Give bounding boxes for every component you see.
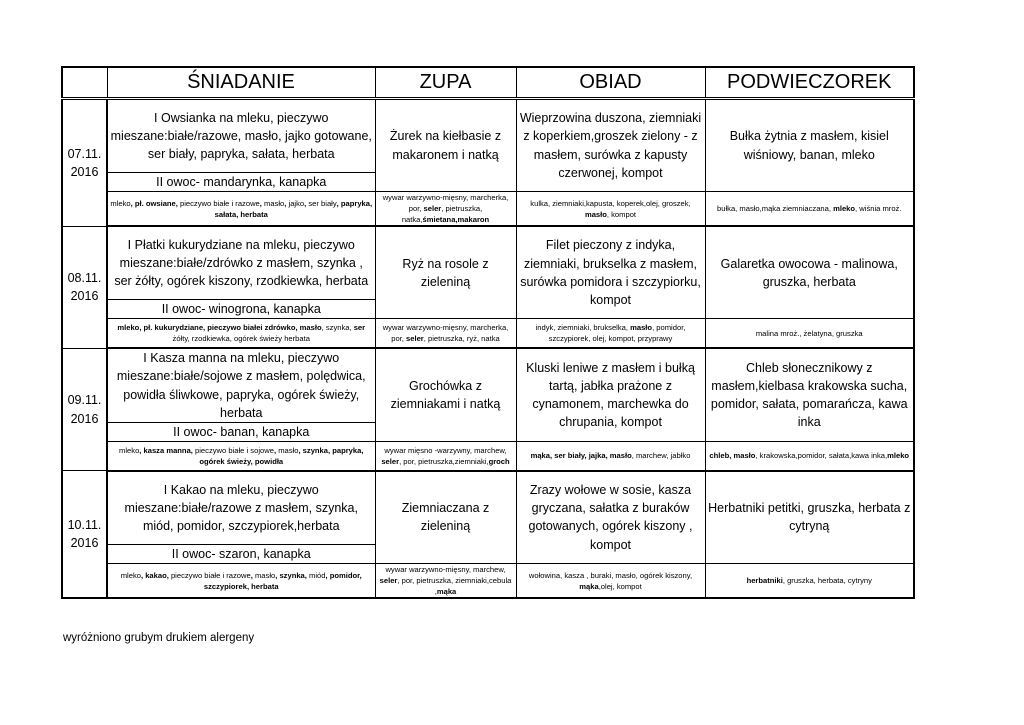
day-date-line1: 10.11.: [67, 518, 102, 533]
allergen-text: seler: [381, 456, 400, 466]
allergen-text: chleb, masło: [709, 451, 756, 461]
ingredient-text: masło: [254, 570, 276, 580]
snack-ingredients-cell: [705, 319, 914, 349]
day-date-line1: 07.11.: [67, 146, 102, 161]
soup-cell: Ziemniaczana z zieleniną: [375, 471, 516, 564]
ingredient-text: pieczywo białe i razowe: [180, 198, 260, 208]
snack-cell: Herbatniki petitki, gruszka, herbata z cytryną: [705, 471, 914, 564]
day-date: [62, 348, 107, 471]
breakfast-ingredients-cell: [107, 564, 375, 599]
allergen-text: mleko: [887, 451, 910, 461]
ingredient-text: ,olej, kompot: [598, 581, 642, 591]
menu-table: [61, 66, 915, 599]
day-date-line2: 2016: [70, 164, 99, 179]
day-date-line2: 2016: [70, 411, 99, 426]
allergen-text: ,: [284, 198, 289, 208]
soup-ingredients-cell: [375, 564, 516, 599]
allergen-text: , pł. owsiane,: [130, 198, 180, 208]
ingredient-text: , pietruszka, natka,: [401, 204, 483, 225]
ingredient-text: mleko: [120, 570, 141, 580]
day-ingredients-row: [62, 192, 914, 227]
allergen-text: groch: [488, 456, 510, 466]
snack-cell: Chleb słonecznikowy z masłem,kielbasa krakowska sucha, pomidor, sałata, pomarańcza, kawa inka: [705, 348, 914, 441]
ingredient-text: indyk, ziemniaki, brukselka,: [535, 323, 631, 333]
dinner-cell: Zrazy wołowe w sosie, kasza gryczana, sałatka z buraków gotowanych, ogórek kiszony , kompot: [516, 471, 705, 564]
allergen-text: seler: [406, 334, 424, 344]
ingredient-text: malina mroż., żelatyna, gruszka: [755, 328, 863, 338]
dinner-ingredients-cell: [516, 192, 705, 227]
snack-ingredients-cell: [705, 441, 914, 471]
allergen-text: herbatniki: [746, 576, 783, 585]
allergen-text: ,: [304, 198, 309, 208]
day-date: [62, 226, 107, 348]
day-date-line1: 08.11.: [67, 271, 102, 286]
day-date: [62, 471, 107, 598]
ingredient-text: , krakowska,pomidor, sałata,kawa inka,: [755, 451, 888, 461]
breakfast-cell: I Owsianka na mleku, pieczywo mieszane:białe/razowe, masło, jajko gotowane, ser biały, papryka, sałata, herbata: [107, 99, 375, 173]
ingredient-text: , marchew, jabłko: [631, 451, 691, 461]
ingredient-text: , por, pietruszka, ziemniaki,cebula ,: [397, 576, 512, 596]
allergen-text: mąka: [579, 581, 599, 591]
dinner-ingredients-cell: [516, 441, 705, 471]
ingredient-text: żółty, rzodkiewka, ogórek świeży herbata: [172, 334, 310, 344]
ingredient-text: pieczywo białe i sojowe: [195, 445, 274, 455]
ingredient-text: wywar mięsno -warzywny, marchew,: [384, 445, 507, 455]
breakfast-cell: I Kakao na mleku, pieczywo mieszane:białe/razowe z masłem, szynka, miód, pomidor, szczypiorek,herbata: [107, 471, 375, 545]
second-breakfast-cell: II owoc- mandarynka, kanapka: [107, 173, 375, 192]
second-breakfast-cell: II owoc- banan, kanapka: [107, 422, 375, 441]
ingredient-text: masło: [264, 198, 285, 208]
breakfast-cell: I Kasza manna na mleku, pieczywo mieszane:białe/sojowe z masłem, polędwica, powidła śliwkowe, papryka, ogórek świeży, herbata: [107, 348, 375, 422]
snack-ingredients-cell: [705, 564, 914, 599]
day-main-row: [62, 226, 914, 300]
allergen-text: śmietana,makaron: [422, 215, 490, 225]
dinner-ingredients-cell: [516, 319, 705, 349]
soup-cell: Żurek na kiełbasie z makaronem i natką: [375, 99, 516, 192]
header-row: [62, 67, 914, 99]
dinner-cell: Wieprzowina duszona, ziemniaki z koperkiem,groszek zielony - z masłem, surówka z kapusty czerwonej, kompot: [516, 99, 705, 192]
allergen-text: masło: [584, 209, 607, 219]
header-empty: [62, 67, 107, 99]
allergen-text: , pomidor, szczypiorek, herbata: [203, 570, 362, 591]
ingredient-text: pieczywo białe i razowe: [170, 570, 251, 580]
ingredient-text: bułka, masło,mąka ziemniaczana,: [717, 204, 834, 214]
allergen-text: , kasza manna,: [139, 445, 196, 455]
breakfast-ingredients-cell: [107, 441, 375, 471]
day-date-line2: 2016: [70, 536, 99, 551]
soup-ingredients-cell: [375, 441, 516, 471]
allergen-text: ,: [250, 570, 255, 580]
snack-cell: Galaretka owocowa - malinowa, gruszka, herbata: [705, 226, 914, 319]
ingredient-text: kulka, ziemniaki,kapusta, koperek,olej, groszek,: [530, 198, 691, 208]
day-date-line1: 09.11.: [67, 393, 102, 408]
breakfast-ingredients-cell: [107, 319, 375, 349]
dinner-ingredients-cell: [516, 564, 705, 599]
ingredient-text: mleko: [119, 445, 140, 455]
allergen-footnote: wyróżniono grubym drukiem alergeny: [63, 632, 255, 644]
day-main-row: [62, 99, 914, 173]
header-dinner: OBIAD: [516, 67, 705, 99]
breakfast-cell: I Płatki kukurydziane na mleku, pieczywo mieszane:białe/zdrówko z masłem, szynka , ser żółty, ogórek kiszony, rzodkiewka, herbata: [107, 226, 375, 300]
ingredient-text: masło: [278, 445, 299, 455]
allergen-text: ,: [259, 198, 265, 208]
soup-cell: Grochówka z ziemniakami i natką: [375, 348, 516, 441]
ingredient-text: wywar warzywno-mięsny, marcherka, por,: [382, 193, 509, 214]
header-soup: ZUPA: [375, 67, 516, 99]
ingredient-text: miód: [309, 570, 326, 580]
allergen-text: mąka, ser biały, jajka, masło: [530, 451, 632, 461]
breakfast-ingredients-cell: [107, 192, 375, 227]
allergen-text: , papryka, sałata, herbata: [214, 198, 373, 219]
allergen-text: mąka: [436, 587, 457, 596]
snack-cell: Bułka żytnia z masłem, kisiel wiśniowy, banan, mleko: [705, 99, 914, 192]
allergen-text: seler: [423, 204, 442, 214]
ingredient-text: jajko: [288, 198, 305, 208]
allergen-text: , szynka, papryka, ogórek świeży, powidła: [199, 445, 364, 466]
allergen-text: , szynka,: [275, 570, 310, 580]
second-breakfast-cell: II owoc- szaron, kanapka: [107, 544, 375, 563]
ingredient-text: , pomidor, szczypiorek, olej, kompot, przyprawy: [548, 323, 686, 344]
ingredient-text: , pietruszka, ryż, natka: [423, 334, 500, 344]
day-date: [62, 99, 107, 227]
allergen-text: , kakao,: [140, 570, 171, 580]
day-main-row: [62, 471, 914, 545]
ingredient-text: , por, pietruszka,ziemniaki,: [399, 456, 489, 466]
dinner-cell: Kluski leniwe z masłem i bułką tartą, jabłka prażone z cynamonem, marchewka do chrupania, kompot: [516, 348, 705, 441]
allergen-text: mleko: [833, 204, 856, 214]
snack-ingredients-cell: [705, 192, 914, 227]
day-main-row: [62, 348, 914, 422]
allergen-text: seler: [379, 576, 398, 585]
header-snack: PODWIECZOREK: [705, 67, 914, 99]
day-date-line2: 2016: [70, 289, 99, 304]
menu-body: [62, 99, 914, 599]
day-ingredients-row: [62, 441, 914, 471]
soup-ingredients-cell: [375, 192, 516, 227]
soup-ingredients-cell: [375, 319, 516, 349]
ingredient-text: , wiśnia mroż.: [855, 204, 902, 214]
ingredient-text: wołowina, kasza , buraki, masło, ogórek kiszony,: [528, 570, 693, 580]
ingredient-text: wywar warzywno-mięsny, marcherka, por,: [382, 323, 509, 344]
ingredient-text: , kompot: [606, 209, 637, 219]
ingredient-text: , gruszka, herbata, cytryny: [782, 576, 872, 585]
allergen-text: mleko, pł. kukurydziane, pieczywo białei zdrówko, masło: [117, 323, 322, 333]
ingredient-text: , szynka,: [321, 323, 354, 333]
header-breakfast: ŚNIADANIE: [107, 67, 375, 99]
allergen-text: ,: [273, 445, 279, 455]
allergen-text: ser: [353, 323, 366, 333]
day-ingredients-row: [62, 564, 914, 599]
second-breakfast-cell: II owoc- winogrona, kanapka: [107, 300, 375, 319]
day-ingredients-row: [62, 319, 914, 349]
ingredient-text: wywar warzywno-mięsny, marchew,: [385, 565, 506, 574]
soup-cell: Ryż na rosole z zieleniną: [375, 226, 516, 319]
dinner-cell: Filet pieczony z indyka, ziemniaki, brukselka z masłem, surówka pomidora i szczypiorku, kompot: [516, 226, 705, 319]
allergen-text: masło: [630, 323, 653, 333]
ingredient-text: ser biały: [308, 198, 337, 208]
ingredient-text: mleko: [110, 198, 131, 208]
